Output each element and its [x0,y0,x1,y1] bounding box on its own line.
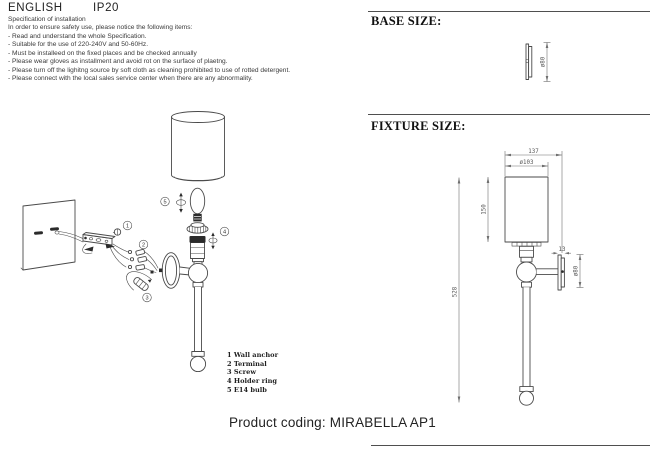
assembly-diagram [0,105,360,425]
wall-panel [21,200,75,270]
anchor-screw [113,229,121,235]
product-coding: Product coding: MIRABELLA AP1 [229,415,436,430]
legend-item-holder-ring: 4 Holder ring [227,377,277,386]
svg-text:5: 5 [163,199,167,206]
shade-outline [505,177,548,242]
fixing-screw [127,271,154,292]
legend-item-wall-anchor: 1 Wall anchor [227,351,279,359]
svg-text:ø103: ø103 [519,159,534,166]
backplate [159,253,180,289]
callout-1 [123,221,132,230]
shade-bottom-rim [512,243,541,247]
callout-5 [161,197,170,206]
holder-ring [187,223,208,234]
svg-text:13: 13 [558,246,566,253]
fixture-body [517,246,537,405]
screw-in-symbol [176,193,185,213]
legend-item-e14-bulb: 5 E14 bulb [227,385,267,394]
fixture-size-heading: FIXTURE SIZE: [371,119,466,133]
screw-in-symbol [209,232,217,249]
fixture-size-drawing [440,140,650,430]
shade-height-dimension [482,177,490,242]
base-diameter-dimension [540,43,550,82]
svg-text:1: 1 [125,223,130,230]
wall-anchor-bracket [83,233,115,252]
callout-2 [139,240,148,249]
spec-line: In order to ensure safety use, please notice the following items: [8,24,193,32]
svg-text:ø80: ø80 [540,56,547,68]
ip-rating-label: IP20 [93,2,120,14]
lamp-socket [190,236,206,259]
slide-arrow [84,247,94,252]
svg-text:ø80: ø80 [573,265,580,277]
shade-diameter-dimension [505,160,548,168]
svg-text:528: 528 [452,286,459,298]
spec-line: - Please connect with the local sales service center when there are any abnormality. [8,75,253,83]
ball-joint [188,259,207,288]
lampshade [172,112,225,182]
terminal-connectors [128,249,158,272]
divider [368,114,650,115]
e14-bulb [190,188,204,221]
total-height-dimension [452,178,460,403]
plate-diameter-dimension [573,255,583,288]
spec-line: - Please turn off the lighitng source by soft cloth as cleaning prohibited to use of rotted detergent. [8,66,291,74]
spec-line: - Please wear gloves as installment and avoid rot on the surface of plaetng. [8,58,228,66]
callout-4 [220,227,229,236]
plate-thickness-dimension [552,247,572,255]
base-size-heading: BASE SIZE: [371,14,442,28]
callout-3 [143,293,152,302]
base-size-drawing [515,35,585,90]
divider [368,11,650,12]
stem [190,287,205,372]
divider [371,445,650,446]
spec-line: Specification of installation [8,16,86,23]
legend-item-screw: 3 Screw [227,368,257,377]
spec-line: - Suitable for the use of 220-240V and 50-60Hz. [8,41,149,49]
finial-ball [520,391,534,405]
language-label: ENGLISH [8,2,63,14]
svg-text:150: 150 [481,204,488,215]
svg-text:3: 3 [145,295,149,302]
spec-line: - Read and understand the whole Specification. [8,32,147,40]
spec-line: - Must be installeed on the fixed places and be checked annually [8,49,197,57]
specification-text [8,16,368,84]
legend-item-terminal: 2 Terminal [227,359,267,368]
svg-text:137: 137 [528,148,539,155]
finial-ball [190,356,205,371]
parts-legend [227,351,278,395]
svg-text:4: 4 [222,229,227,236]
wall-arm-plate [537,255,565,290]
svg-text:2: 2 [141,242,146,249]
base-side-view [526,44,532,80]
width-dimension [505,149,562,157]
